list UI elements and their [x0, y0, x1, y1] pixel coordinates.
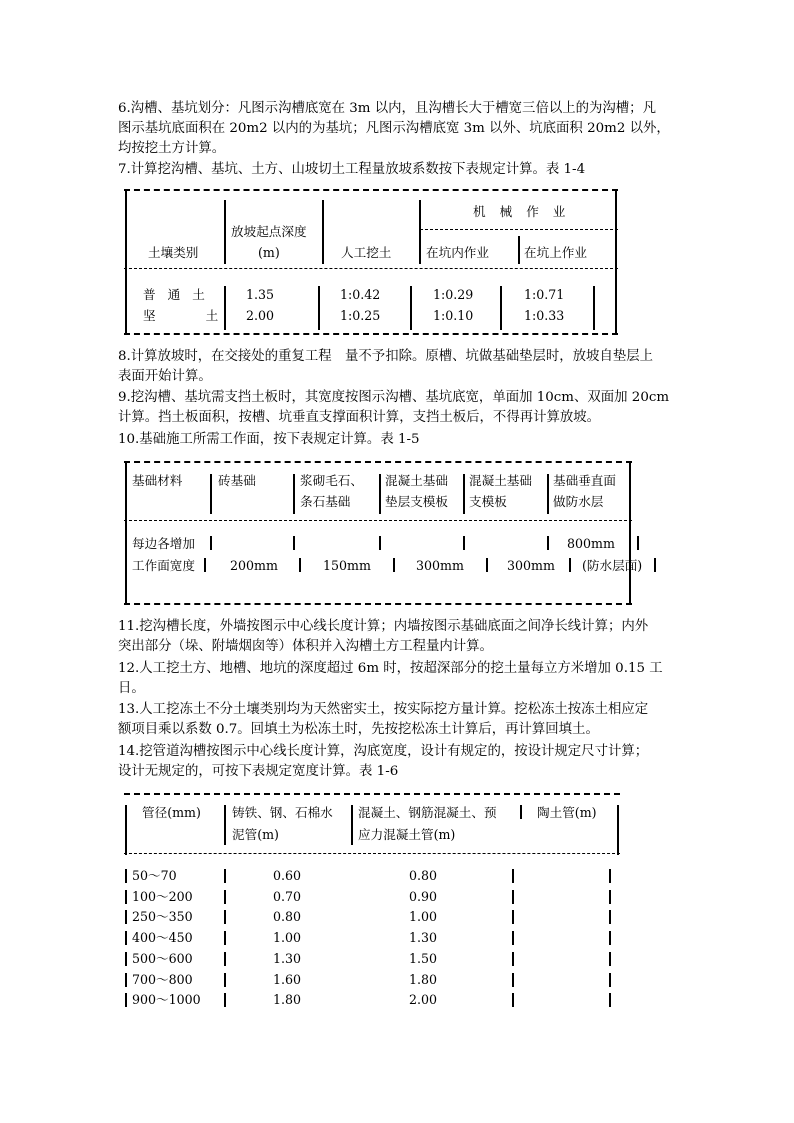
column-divider: [224, 200, 226, 264]
table-left-border: [125, 805, 127, 855]
column-divider: [224, 973, 226, 987]
text-line: 日。: [118, 681, 145, 696]
paragraph-11: [118, 617, 678, 657]
column-divider: [463, 536, 465, 550]
column-divider: [224, 890, 226, 904]
table-left-border: [125, 462, 127, 604]
column-divider: [486, 558, 488, 572]
cell-diameter: 50～70: [132, 868, 177, 883]
column-divider: [204, 558, 206, 572]
column-divider: [125, 931, 127, 945]
header-soil-type: 土壤类别: [148, 245, 199, 260]
column-divider: [299, 558, 301, 572]
cell-diameter: 250～350: [132, 909, 193, 925]
column-divider: [512, 890, 514, 904]
cell-value: 1:0.25: [340, 308, 381, 323]
text-line: 6.沟槽、基坑划分：凡图示沟槽底宽在 3m 以内，且沟槽长大于槽宽三倍以上的为沟槽；凡: [118, 101, 656, 116]
cell-value: 0.80: [272, 909, 302, 925]
header-concrete-form: 混凝土基础: [469, 473, 532, 488]
column-divider: [419, 200, 421, 264]
paragraph-6: [118, 99, 678, 159]
cell-value: 1.00: [272, 930, 302, 946]
column-divider: [379, 474, 381, 514]
column-divider: [547, 474, 549, 514]
cell-diameter: 100～200: [132, 888, 193, 904]
column-divider: [224, 805, 226, 845]
text-line: 14.挖管道沟槽按图示中心线长度计算，沟底宽度，设计有规定的，按设计规定尺寸计算；: [118, 744, 649, 759]
cell-diameter: 700～800: [132, 971, 193, 987]
text-line: 突出部分（垛、附墙烟囱等）体积并入沟槽土方工程量内计算。: [118, 639, 493, 654]
paragraph-8: [118, 347, 678, 387]
header-vertical: 基础垂直面: [553, 473, 616, 488]
cell-value: 1:0.10: [433, 308, 474, 323]
header-iron-2: 泥管(m): [232, 827, 279, 842]
column-divider: [379, 536, 381, 550]
cell-value: 1:0.33: [524, 308, 565, 323]
header-in-pit: 在坑内作业: [426, 245, 489, 260]
cell-value: 1.50: [408, 950, 438, 966]
column-divider: [224, 910, 226, 924]
paragraph-12: [118, 659, 678, 699]
text-line: 9.挖沟槽、基坑需支挡土板时，其宽度按图示沟槽、基坑底宽，单面加 10cm、双面加 20cm: [118, 390, 670, 405]
cell-value: 2.00: [246, 308, 275, 323]
table-right-border: [617, 805, 619, 855]
text-line: 11.挖沟槽长度，外墙按图示中心线长度计算；内墙按图示基础底面之间净长线计算；内外: [118, 619, 649, 634]
cell-value: 1.35: [246, 287, 275, 302]
column-divider: [547, 536, 549, 550]
column-divider: [224, 952, 226, 966]
header-concrete: 混凝土、钢筋混凝土、预: [358, 805, 497, 820]
column-divider: [593, 286, 595, 330]
column-divider: [293, 536, 295, 550]
column-divider: [512, 869, 514, 883]
column-divider: [463, 474, 465, 514]
cell-value: 1.00: [408, 909, 438, 925]
column-divider: [125, 952, 127, 966]
text-line: 图示基坑底面积在 20m2 以内的为基坑；凡图示沟槽底宽 3m 以外、坑底面积 20m2 以外，: [118, 121, 670, 136]
table-bottom-border: [124, 603, 632, 605]
cell-value: 300mm: [416, 558, 464, 573]
table-header-divider: [124, 853, 620, 854]
text-line: 7.计算挖沟槽、基坑、土方、山坡切土工程量放坡系数按下表规定计算。表 1-4: [118, 162, 586, 177]
header-start-depth: 放坡起点深度: [231, 224, 307, 239]
column-divider: [569, 558, 571, 572]
column-divider: [210, 474, 212, 514]
cell-value: 150mm: [323, 558, 371, 573]
column-divider: [125, 910, 127, 924]
table-header-divider: [124, 520, 632, 521]
column-divider: [125, 869, 127, 883]
header-diameter: 管径(mm): [142, 805, 201, 820]
column-divider: [512, 952, 514, 966]
text-line: 10.基础施工所需工作面，按下表规定计算。表 1-5: [118, 432, 420, 447]
header-stone: 浆砌毛石、: [300, 473, 363, 488]
column-divider: [609, 869, 611, 883]
header-concrete-form-2: 支模板: [469, 494, 507, 509]
column-divider: [609, 890, 611, 904]
table-right-border: [615, 190, 617, 333]
header-concrete-cushion: 混凝土基础: [385, 473, 448, 488]
cell-value: 0.70: [272, 888, 302, 904]
cell-value: 1.60: [272, 971, 302, 987]
row-label: 每边各增加: [132, 536, 195, 551]
cell-value: 200mm: [230, 558, 278, 573]
header-ceramic: 陶土管(m): [537, 805, 597, 820]
header-brick: 砖基础: [218, 473, 256, 488]
header-concrete-cushion-2: 垫层支模板: [385, 494, 448, 509]
column-divider: [609, 931, 611, 945]
column-divider: [637, 536, 639, 550]
cell-soil: 坚 土: [143, 308, 219, 323]
column-divider: [125, 890, 127, 904]
text-line: 设计无规定的，可按下表规定宽度计算。表 1-6: [118, 764, 399, 779]
column-divider: [351, 805, 353, 845]
cell-value: 2.00: [408, 992, 438, 1008]
cell-diameter: 500～600: [132, 950, 193, 966]
text-line: 13.人工挖冻土不分土壤类别均为天然密实土，按实际挖方量计算。挖松冻土按冻土相应定: [118, 702, 649, 717]
cell-value: 1.30: [408, 930, 438, 946]
cell-value: 0.60: [272, 868, 302, 883]
column-divider: [125, 993, 127, 1007]
header-concrete-2: 应力混凝土管(m): [358, 827, 456, 842]
column-divider: [520, 805, 522, 819]
column-divider: [210, 536, 212, 550]
column-divider: [512, 973, 514, 987]
machine-subheader-divider: [420, 229, 618, 230]
column-divider: [609, 973, 611, 987]
cell-value: 0.80: [408, 868, 438, 883]
column-divider: [224, 993, 226, 1007]
column-divider: [293, 474, 295, 514]
column-divider: [512, 931, 514, 945]
table-bottom-border: [124, 333, 618, 335]
column-divider: [512, 993, 514, 1007]
table-top-border: [124, 793, 620, 795]
text-line: 计算。挡土板面积，按槽、坑垂直支撑面积计算，支挡土板后，不得再计算放坡。: [118, 410, 601, 425]
column-divider: [224, 286, 226, 330]
cell-value: 800mm: [567, 536, 615, 551]
table-top-border: [124, 189, 618, 191]
column-divider: [500, 286, 502, 330]
column-divider: [224, 869, 226, 883]
table-right-border: [629, 462, 631, 604]
cell-soil: 普 通 土: [143, 287, 205, 302]
column-divider: [318, 286, 320, 330]
paragraph-14: [118, 742, 678, 782]
text-line: 均按挖土方计算。: [118, 141, 226, 156]
header-machine: 机 械 作 业: [473, 204, 566, 219]
table-left-border: [125, 190, 127, 333]
column-divider: [125, 973, 127, 987]
header-material: 基础材料: [132, 473, 183, 488]
header-on-pit: 在坑上作业: [524, 245, 587, 260]
header-manual: 人工挖土: [341, 245, 392, 260]
paragraph-13: [118, 700, 678, 740]
cell-diameter: 400～450: [132, 930, 193, 946]
cell-value: 1:0.42: [340, 287, 381, 302]
cell-diameter: 900～1000: [132, 992, 201, 1008]
column-divider: [512, 910, 514, 924]
cell-value: 1:0.71: [524, 287, 565, 302]
text-line: 8.计算放坡时，在交接处的重复工程 量不予扣除。原槽、坑做基础垫层时，放坡自垫层上: [118, 349, 654, 364]
paragraph-9: [118, 388, 678, 428]
header-vertical-2: 做防水层: [553, 494, 604, 509]
column-divider: [518, 236, 520, 264]
text-line: 额项目乘以系数 0.7。回填土为松冻土时，先按挖松冻土计算后，再计算回填土。: [118, 722, 599, 737]
column-divider: [322, 200, 324, 264]
column-divider: [609, 952, 611, 966]
column-divider: [224, 931, 226, 945]
column-divider: [609, 993, 611, 1007]
paragraph-10: [118, 430, 678, 450]
row-label-2: 工作面宽度: [132, 558, 195, 573]
cell-value: 300mm: [507, 558, 555, 573]
cell-value: 1:0.29: [433, 287, 474, 302]
header-iron: 铸铁、钢、石棉水: [232, 805, 333, 820]
text-line: 12.人工挖土方、地槽、地坑的深度超过 6m 时，按超深部分的挖土量每立方米增加 0.15 工: [118, 661, 663, 676]
paragraph-7: [118, 160, 678, 180]
table-top-border: [124, 461, 632, 463]
cell-value: 0.90: [408, 888, 438, 904]
text-line: 表面开始计算。: [118, 369, 212, 384]
table-header-divider: [124, 268, 618, 269]
header-start-depth-unit: (m): [258, 245, 280, 260]
cell-note: (防水层面): [582, 558, 643, 573]
column-divider: [393, 558, 395, 572]
cell-value: 1.30: [272, 950, 302, 966]
column-divider: [654, 558, 656, 572]
column-divider: [410, 286, 412, 330]
cell-value: 1.80: [408, 971, 438, 987]
cell-value: 1.80: [272, 992, 302, 1008]
header-stone-2: 条石基础: [300, 494, 351, 509]
column-divider: [609, 910, 611, 924]
